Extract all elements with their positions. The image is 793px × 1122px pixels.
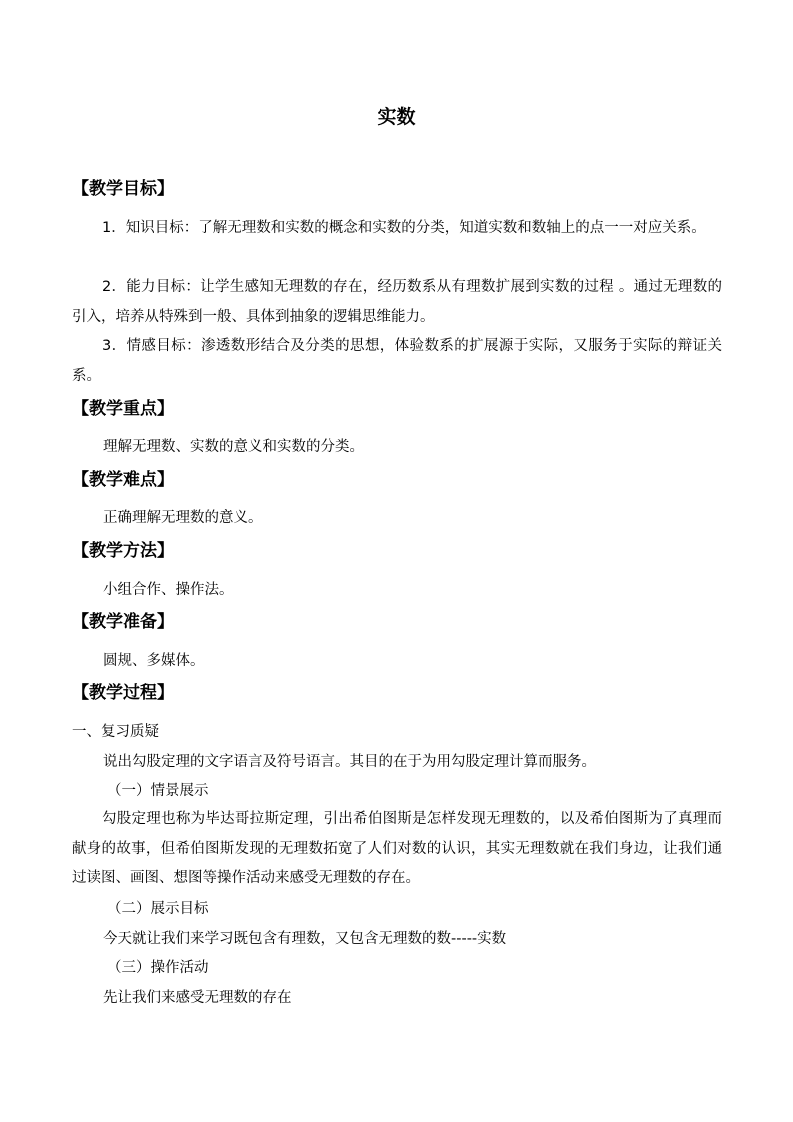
process-sub3-title: （三）操作活动	[107, 960, 209, 976]
objective-item-1: 1．知识目标：了解无理数和实数的概念和实数的分类，知道实数和数轴上的点一一对应关系。	[102, 220, 706, 236]
process-sub2-text: 今天就让我们来学习既包含有理数，又包含无理数的数-----实数	[103, 931, 507, 947]
difficulties-text: 正确理解无理数的意义。	[103, 510, 263, 526]
process-sub1-text: 勾股定理也称为毕达哥拉斯定理，引出希伯图斯是怎样发现无理数的，以及希伯图斯为了真理而献身的故事，但希伯图斯发现的无理数拓宽了人们对数的认识，其实无理数就在我们身边，让我们通过读图、画图、想图等操作活动来感受无理数的存在。	[72, 811, 722, 887]
heading-process: 【教学过程】	[72, 683, 174, 703]
process-part1-text: 说出勾股定理的文字语言及符号语言。其目的在于为用勾股定理计算而服务。	[103, 754, 596, 770]
key-points-text: 理解无理数、实数的意义和实数的分类。	[103, 439, 364, 455]
methods-text: 小组合作、操作法。	[103, 582, 234, 598]
document-title: 实数	[377, 106, 416, 128]
process-sub3-text: 先让我们来感受无理数的存在	[103, 990, 292, 1006]
heading-methods: 【教学方法】	[72, 541, 174, 561]
objective-item-2: 2．能力目标：让学生感知无理数的存在，经历数系从有理数扩展到实数的过程 。通过无理数的引入，培养从特殊到一般、具体到抽象的逻辑思维能力。	[72, 279, 722, 325]
heading-key-points: 【教学重点】	[72, 399, 174, 419]
heading-difficulties: 【教学难点】	[72, 470, 174, 490]
process-sub1-title: （一）情景展示	[107, 783, 209, 799]
process-sub2-title: （二）展示目标	[107, 901, 209, 917]
objective-item-3: 3．情感目标：渗透数形结合及分类的思想，体验数系的扩展源于实际，又服务于实际的辩证关系。	[72, 338, 722, 384]
heading-objectives: 【教学目标】	[72, 179, 174, 199]
preparation-text: 圆规、多媒体。	[103, 653, 205, 669]
heading-preparation: 【教学准备】	[72, 612, 174, 632]
process-part1-title: 一、复习质疑	[72, 724, 159, 740]
